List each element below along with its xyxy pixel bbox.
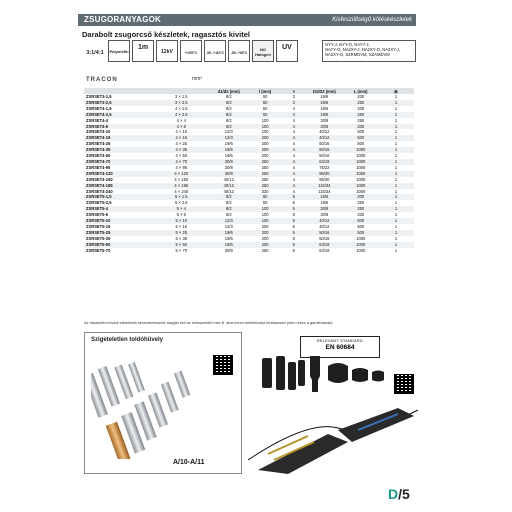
table-cell: 1 xyxy=(394,247,398,253)
table-cell: 1 xyxy=(394,105,398,111)
table-cell: 50 xyxy=(248,194,282,200)
table-cell: 200 xyxy=(357,94,365,99)
table-cell: ZSRSET4-35 xyxy=(84,147,153,153)
table-cell: 19/6 xyxy=(305,194,343,200)
table-cell: 250 xyxy=(261,247,269,253)
table-cell: 30/8 xyxy=(224,164,233,170)
table-cell: 4 × 16 xyxy=(153,135,210,141)
table-cell: 250 xyxy=(344,112,378,118)
table-cell: ZSRSET3-2,5 xyxy=(84,100,153,106)
table-cell: 250 xyxy=(357,117,365,123)
table-cell: 4 × 70 xyxy=(153,159,210,165)
table-cell: 1000 xyxy=(356,188,366,194)
table-cell: 4 × 240 xyxy=(174,188,189,194)
table-cell: 19/6 xyxy=(224,235,233,241)
table-cell: 3 xyxy=(292,94,295,99)
table-cell: 50 xyxy=(262,105,268,111)
table-cell: 330 xyxy=(344,124,378,130)
table-cell: 115/34 xyxy=(318,188,331,194)
table-cell: 50/16 xyxy=(319,153,330,159)
table-cell: 1000 xyxy=(356,164,366,170)
table-cell: 500 xyxy=(357,223,365,229)
table-cell: 50/16 xyxy=(319,235,330,241)
table-cell: 1 xyxy=(394,129,398,135)
table-cell: 5 × 4 xyxy=(153,206,210,212)
sleeve-product-box xyxy=(84,332,242,474)
table-cell: ZSRSET5-35 xyxy=(86,235,111,241)
temperature-icon-1 xyxy=(180,40,202,62)
table-cell: 50/16 xyxy=(305,230,343,236)
table-cell: 50/16 xyxy=(319,141,330,147)
col-header: d1/d2 (mm) xyxy=(210,88,248,94)
table-cell: 100 xyxy=(261,212,269,218)
table-cell: 1 xyxy=(394,94,398,99)
table-cell: 8/2 xyxy=(210,124,248,130)
table-cell: 4 xyxy=(292,176,295,182)
table-cell: ZSRSET4-10 xyxy=(86,129,111,135)
table-cell: 40/12 xyxy=(319,129,330,135)
table-cell: 5 xyxy=(282,206,305,212)
table-cell: 30/8 xyxy=(210,171,248,177)
page-digit: /5 xyxy=(398,486,410,502)
table-cell: 5 xyxy=(282,230,305,236)
table-cell: 63/19 xyxy=(319,247,330,253)
table-cell: 1000 xyxy=(344,159,378,165)
cable-types-line: NAYY-O, NA2XY-J, NA2XY-O, NA2XY-J, xyxy=(325,47,401,53)
table-cell: 1 xyxy=(378,183,414,189)
page-heading: Darabolt zsugorcső készletek, ragasztós kivitel xyxy=(82,30,250,39)
table-cell: ZSRSET4-6 xyxy=(84,124,153,130)
temp2-label: -55...+110°C xyxy=(206,51,224,55)
footnote: Az összekötni kívánt kábelenek keresztmetszete alapján kell az érösszekötő méz ill. alumínium toldóhüvelyt kiválasztani (nem része a garnitúrának). xyxy=(84,321,334,325)
table-cell: 8/2 xyxy=(225,105,232,111)
table-cell: 1 xyxy=(378,135,414,141)
table-cell: ZSRSET3-1,5 xyxy=(86,94,112,99)
table-cell: ZSRSET4-240 xyxy=(86,188,113,194)
table-cell: 30/8 xyxy=(305,124,343,130)
table-cell: 19/6 xyxy=(305,100,343,106)
table-cell: 8/2 xyxy=(210,194,248,200)
table-cell: 50 xyxy=(248,100,282,106)
table-cell: 1 xyxy=(394,212,398,218)
table-cell: 1 xyxy=(378,112,414,118)
section-title: ZSUGORANYAGOK xyxy=(84,15,161,24)
table-cell: 200 xyxy=(261,153,269,159)
temperature-icon-2 xyxy=(204,40,226,62)
table-cell: 4 × 4 xyxy=(176,117,186,123)
length-icon xyxy=(132,40,154,62)
table-cell: 250 xyxy=(357,200,365,206)
table-cell: 12/3 xyxy=(210,218,248,224)
table-cell: 1 xyxy=(394,164,398,170)
table-cell: ZSRSET4-2,5 xyxy=(84,112,153,118)
table-cell: 19/6 xyxy=(210,242,248,248)
table-cell: 4 xyxy=(282,183,305,189)
table-cell: 50 xyxy=(248,112,282,118)
table-cell: 12/3 xyxy=(224,223,233,229)
table-cell: 1 xyxy=(394,141,398,147)
table-cell: ZSRSET4-120 xyxy=(84,171,153,177)
table-cell: ZSRSET4-150 xyxy=(86,176,113,182)
table-cell: 1 xyxy=(394,117,398,123)
table-cell: 200 xyxy=(261,235,269,241)
table-cell: 5 xyxy=(292,223,295,229)
table-cell: 250 xyxy=(248,183,282,189)
table-cell: 100 xyxy=(248,206,282,212)
table-cell: 4 xyxy=(292,153,295,159)
table-cell: 8/2 xyxy=(225,117,232,123)
table-cell: 200 xyxy=(248,135,282,141)
table-cell: 3 xyxy=(282,100,305,106)
table-cell: 3 × 1.5 xyxy=(174,94,188,99)
table-cell: 1 xyxy=(378,100,414,106)
table-cell: 4 xyxy=(282,159,305,165)
table-cell: 19/6 xyxy=(320,200,329,206)
table-cell: ZSRSET5-4 xyxy=(84,206,153,212)
table-cell: 5 × 25 xyxy=(153,230,210,236)
table-cell: 1 xyxy=(378,242,414,248)
table-cell: ZSRSET5-2,5 xyxy=(86,200,112,206)
table-cell: ZSRSET4-185 xyxy=(84,183,153,189)
table-cell: ZSRSET5-50 xyxy=(84,242,153,248)
sleeve-range-label: A/10-A/11 xyxy=(173,459,205,466)
table-cell: 5 xyxy=(292,235,295,241)
page-letter: D xyxy=(388,486,399,502)
table-cell: 4 xyxy=(292,117,295,123)
table-cell: 50 xyxy=(262,200,268,206)
table-cell: 30/8 xyxy=(210,159,248,165)
table-cell: ZSRSET5-6 xyxy=(86,212,109,218)
table-cell: 63/19 xyxy=(305,159,343,165)
table-cell: 19/6 xyxy=(210,147,248,153)
table-cell: 19/6 xyxy=(224,141,233,147)
table-cell: 250 xyxy=(344,100,378,106)
table-cell: 1 xyxy=(378,159,414,165)
temp1-label: +105°C xyxy=(184,51,198,55)
table-cell: 500 xyxy=(357,129,365,135)
table-cell: 1 xyxy=(394,223,398,229)
table-cell: 1 xyxy=(378,194,414,200)
product-table xyxy=(84,88,414,253)
sleeve-title: Szigeteletlen toldóhüvely xyxy=(91,337,164,343)
table-cell: ZSRSET4-1,5 xyxy=(86,105,112,111)
no-halogen-icon xyxy=(252,40,274,62)
table-cell: 4 xyxy=(292,129,295,135)
temp3-label: -55...+60°C xyxy=(230,51,248,55)
table-cell: 63/19 xyxy=(305,242,343,248)
table-cell: 1 xyxy=(394,153,398,159)
table-cell: 4 × 120 xyxy=(153,171,210,177)
table-cell: 4 xyxy=(282,124,305,130)
table-cell: 4 xyxy=(292,141,295,147)
col-header: ⊠ xyxy=(378,88,414,94)
table-cell: 5 xyxy=(282,242,305,248)
table-cell: 1 xyxy=(378,230,414,236)
table-cell: 1000 xyxy=(344,242,378,248)
table-cell: 200 xyxy=(248,230,282,236)
table-cell: 4 × 6 xyxy=(153,124,210,130)
table-cell: 1000 xyxy=(344,183,378,189)
table-cell: 200 xyxy=(344,194,378,200)
no-halogen-label: NO Halogen xyxy=(255,47,271,57)
table-cell: 5 × 35 xyxy=(175,235,188,241)
table-cell: 5 × 1.5 xyxy=(153,194,210,200)
table-cell: ZSRSET5-70 xyxy=(86,247,111,253)
brand-logo: TRACON xyxy=(86,77,118,83)
table-cell: 100 xyxy=(261,117,269,123)
table-cell: 8/2 xyxy=(210,100,248,106)
table-cell: 200 xyxy=(261,141,269,147)
table-cell: 40/12 xyxy=(319,223,330,229)
table-cell: 200 xyxy=(248,242,282,248)
category-label: Kisfeszültségű kötéskészletek xyxy=(332,17,412,23)
header-bar xyxy=(78,14,416,26)
table-cell: 330 xyxy=(261,188,269,194)
table-cell: 1 xyxy=(378,218,414,224)
qr-code-icon xyxy=(213,355,233,375)
table-cell: 5 × 70 xyxy=(175,247,188,253)
table-cell: 4 × 25 xyxy=(175,141,188,147)
table-cell: 500 xyxy=(344,218,378,224)
table-cell: 100 xyxy=(248,218,282,224)
table-cell: 100 xyxy=(248,124,282,130)
table-cell: 3 × 2.5 xyxy=(153,100,210,106)
table-cell: 12/3 xyxy=(210,135,248,141)
table-cell: 30/8 xyxy=(305,206,343,212)
table-cell: 30/8 xyxy=(320,212,329,218)
table-row xyxy=(84,248,414,254)
cable-types-line: NA2XY-O, SZRMDVM, SZAMDVM xyxy=(325,52,390,58)
material-icon xyxy=(108,40,130,62)
table-cell: 4 × 50 xyxy=(175,153,188,159)
table-cell: 19/6 xyxy=(224,153,233,159)
table-cell: 1 xyxy=(394,188,398,194)
table-cell: 1000 xyxy=(356,235,366,241)
page-number xyxy=(388,486,410,502)
table-cell: ZSRSET5-16 xyxy=(86,223,111,229)
brand-row xyxy=(84,76,414,86)
table-cell: 4 xyxy=(282,135,305,141)
table-cell: 40/12 xyxy=(305,135,343,141)
table-cell: 30/8 xyxy=(320,117,329,123)
table-cell: 4 xyxy=(282,171,305,177)
table-cell: 30/8 xyxy=(224,247,233,253)
table-cell: 40/12 xyxy=(210,183,248,189)
table-cell: ZSRSET4-4 xyxy=(86,117,109,123)
table-cell: 250 xyxy=(248,171,282,177)
table-cell: 4 × 35 xyxy=(153,147,210,153)
table-cell: 50/16 xyxy=(305,147,343,153)
table-cell: 50 xyxy=(262,94,268,99)
voltage-label: 12kV xyxy=(161,49,173,55)
table-cell: 250 xyxy=(248,159,282,165)
table-cell: 4 xyxy=(282,112,305,118)
table-cell: 1 xyxy=(378,124,414,130)
table-cell: ZSRSET4-25 xyxy=(86,141,111,147)
standard-caption: RELEVANT STANDARD xyxy=(317,339,363,343)
table-cell: 1 xyxy=(378,206,414,212)
col-header: D1/D2 (mm) xyxy=(305,88,343,94)
table-cell: 1 xyxy=(378,147,414,153)
table-cell: 1000 xyxy=(344,171,378,177)
table-cell: 1 xyxy=(394,200,398,206)
table-cell: 1 xyxy=(394,235,398,241)
uv-icon xyxy=(276,40,298,62)
table-cell: 500 xyxy=(357,141,365,147)
table-cell: 5 × 16 xyxy=(175,223,188,229)
table-cell: 4 × 150 xyxy=(174,176,189,182)
table-cell: 250 xyxy=(261,176,269,182)
col-header: l (mm) xyxy=(248,88,282,94)
cable-types-box xyxy=(322,40,416,62)
table-cell: 75/22 xyxy=(319,164,330,170)
table-cell: 1000 xyxy=(356,247,366,253)
table-cell: 19/6 xyxy=(320,94,329,99)
table-cell: 500 xyxy=(344,135,378,141)
col-header: × xyxy=(282,88,305,94)
table-cell: 250 xyxy=(261,164,269,170)
table-cell: 8/2 xyxy=(225,94,232,99)
heat-shrink-illustration xyxy=(248,350,418,475)
table-cell: 8/2 xyxy=(225,212,232,218)
table-cell: 12/3 xyxy=(224,129,233,135)
table-cell: 19/6 xyxy=(210,230,248,236)
table-cell: 5 × 2.5 xyxy=(174,200,188,206)
table-cell: ZSRSET4-50 xyxy=(86,153,111,159)
cable-types-line: NYY-J, NYY-O, NAYY-J, xyxy=(325,42,370,47)
table-cell: 4 × 10 xyxy=(175,129,188,135)
table-cell: 1000 xyxy=(356,176,366,182)
voltage-icon xyxy=(156,40,178,62)
col-header: L (mm) xyxy=(344,88,378,94)
table-cell: 115/34 xyxy=(305,183,343,189)
table-cell: 19/6 xyxy=(305,112,343,118)
table-cell: 5 × 50 xyxy=(153,242,210,248)
table-cell: 200 xyxy=(357,105,365,111)
table-cell: 4 xyxy=(292,164,295,170)
table-cell: 1000 xyxy=(344,147,378,153)
table-cell: 19/6 xyxy=(320,105,329,111)
table-cell: ZSRSET5-25 xyxy=(84,230,153,236)
table-cell: 250 xyxy=(344,206,378,212)
standard-value: EN 60684 xyxy=(325,344,355,351)
table-body xyxy=(84,94,414,253)
table-cell: ZSRSET5-10 xyxy=(84,218,153,224)
table-cell: 100 xyxy=(261,129,269,135)
table-cell: 4 xyxy=(292,188,295,194)
table-cell: 5 × 10 xyxy=(153,218,210,224)
table-cell: 5 xyxy=(292,247,295,253)
shrink-ratio-label: 3:1/4:1 xyxy=(84,50,106,72)
table-cell: 40/12 xyxy=(223,176,234,182)
table-cell: 8/2 xyxy=(210,112,248,118)
table-cell: 4 × 2.5 xyxy=(153,112,210,118)
table-cell: 500 xyxy=(344,230,378,236)
length-label: 1m xyxy=(137,44,149,51)
table-cell: 5 × 6 xyxy=(176,212,186,218)
table-cell: ZSRSET5-1,5 xyxy=(84,194,153,200)
table-cell: 5 xyxy=(282,218,305,224)
table-cell: 4 × 95 xyxy=(175,164,188,170)
table-cell: ZSRSET4-16 xyxy=(84,135,153,141)
table-cell: 8/2 xyxy=(225,200,232,206)
table-cell: 95/30 xyxy=(319,176,330,182)
table-cell: 95/30 xyxy=(305,171,343,177)
table-cell: 1000 xyxy=(356,153,366,159)
table-cell: 4 × 185 xyxy=(153,183,210,189)
table-cell: 4 × 1.5 xyxy=(174,105,188,111)
table-cell: 200 xyxy=(261,223,269,229)
table-cell: 5 xyxy=(292,212,295,218)
table-cell: 4 xyxy=(292,105,295,111)
uv-label: UV xyxy=(282,44,292,51)
unit-label: mm² xyxy=(192,76,202,82)
table-cell: 40/12 xyxy=(305,218,343,224)
table-cell: 1 xyxy=(394,176,398,182)
sleeve-illustration xyxy=(91,349,211,459)
temperature-icon-3 xyxy=(228,40,250,62)
table-cell: 5 xyxy=(292,200,295,206)
table-cell: ZSRSET4-95 xyxy=(86,164,111,170)
table-cell: ZSRSET4-70 xyxy=(84,159,153,165)
table-cell: 1 xyxy=(378,171,414,177)
table-cell: 5 xyxy=(282,194,305,200)
material-label: Polyolefin xyxy=(109,49,129,54)
table-cell: 330 xyxy=(357,212,365,218)
table-cell: 4 xyxy=(282,147,305,153)
table-cell: 40/12 xyxy=(223,188,234,194)
table-cell: 200 xyxy=(248,147,282,153)
table-cell: 8/2 xyxy=(210,206,248,212)
